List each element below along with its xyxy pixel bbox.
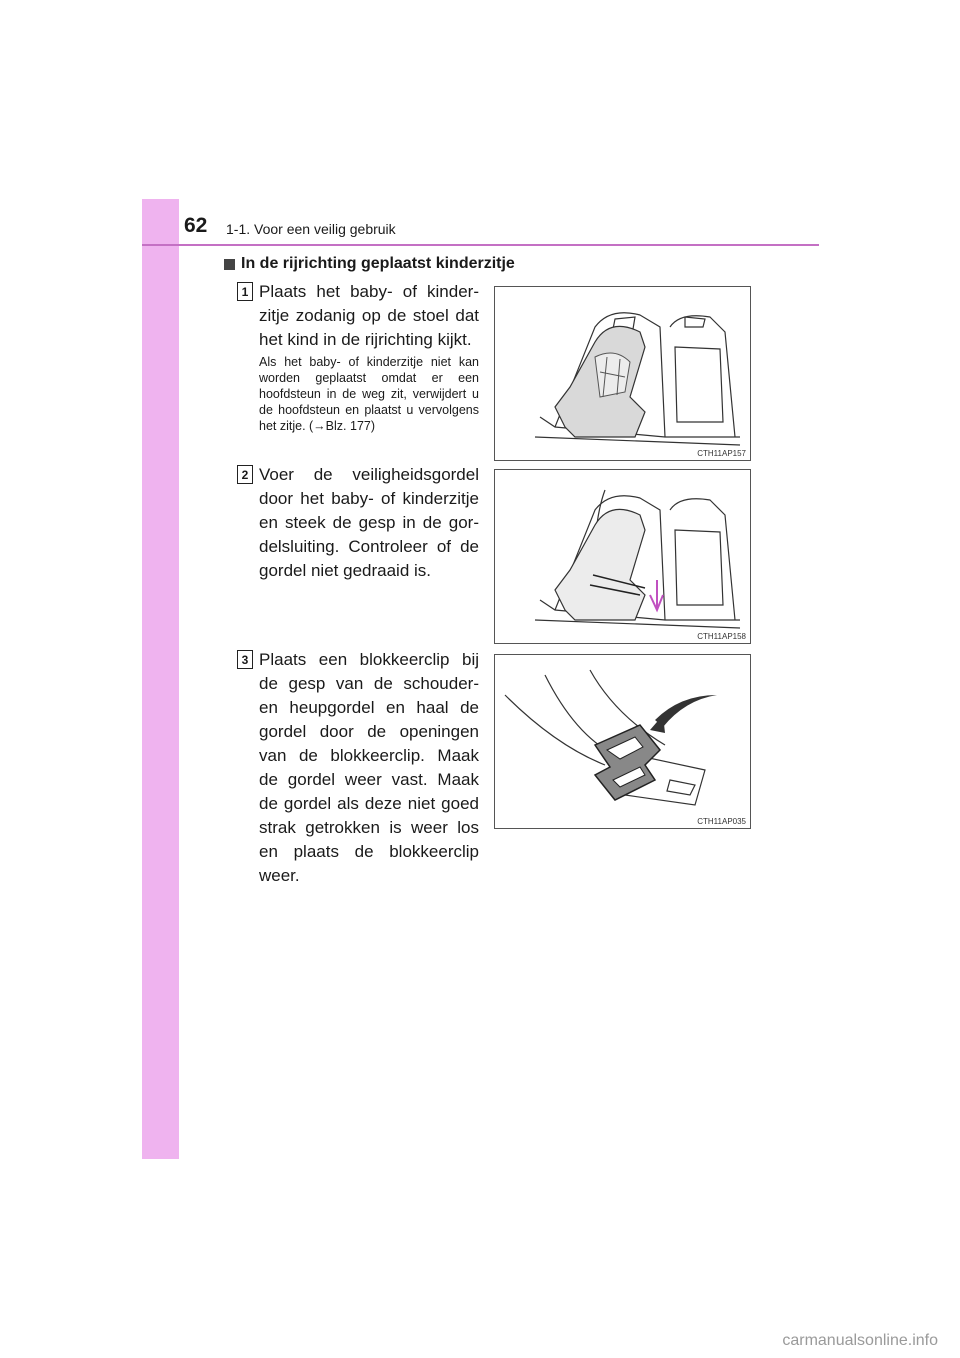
child-seat-illustration — [495, 287, 750, 460]
step-2-badge: 2 — [237, 465, 253, 484]
figure-3-code: CTH11AP035 — [697, 817, 746, 826]
subheading — [224, 255, 515, 273]
section-title: 1-1. Voor een veilig gebruik — [226, 221, 396, 237]
step-3-text: Plaats een blokkeerclip bij de gesp van de schouder- en heupgordel en haal de gordel door de openingen van de blokkeerclip. Maak de gordel weer vast. Maak de gordel als deze niet goed strak getrokken is weer los en plaats de blokkeerclip weer. — [259, 650, 479, 885]
belt-routing-illustration — [495, 470, 750, 643]
step-3-badge: 3 — [237, 650, 253, 669]
step-1-badge: 1 — [237, 282, 253, 301]
step-1-note: Als het baby- of kinderzitje niet kan worden geplaatst omdat er een hoofdsteun in de weg zit, verwijdert u de hoofdsteun en plaatst u vervolgens het zitje. (→Blz. 177) — [259, 355, 479, 433]
watermark: carmanualsonline.info — [782, 1332, 938, 1349]
figure-2-code: CTH11AP158 — [697, 632, 746, 641]
locking-clip-illustration — [495, 655, 750, 828]
page-number: 62 — [184, 214, 208, 237]
figure-1-code: CTH11AP157 — [697, 449, 746, 458]
header-rule — [142, 244, 819, 246]
figure-belt-through-seat — [494, 469, 751, 644]
subheading-text: In de rijrichting geplaatst kinderzitje — [241, 255, 515, 272]
side-tab — [142, 199, 179, 1159]
square-bullet-icon — [224, 259, 235, 270]
figure-forward-seat — [494, 286, 751, 461]
step-1-text: Plaats het baby- of kinder-zitje zodanig op de stoel dat het kind in de rijrichting kijkt. — [259, 282, 479, 349]
step-2-text: Voer de veiligheidsgordel door het baby- of kinderzitje en steek de gesp in de gor-delsluiting. Controleer of de gordel niet gedraaid is. — [259, 465, 479, 580]
figure-locking-clip — [494, 654, 751, 829]
